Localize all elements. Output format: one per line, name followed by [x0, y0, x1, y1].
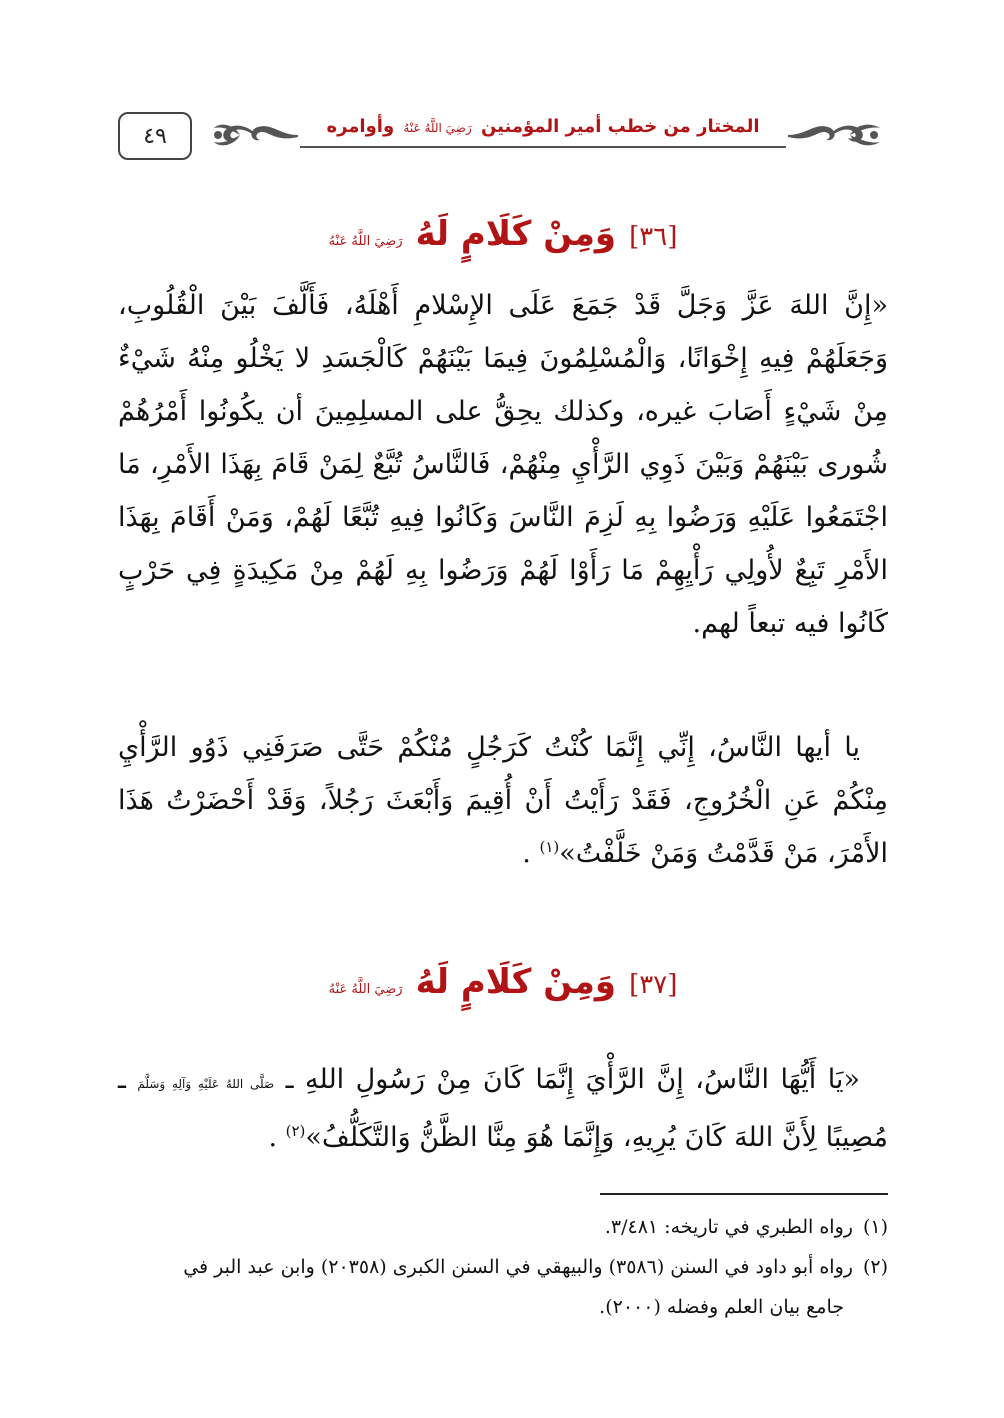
footnote-text: رواه أبو داود في السنن (٣٥٨٦) والبيهقي في السنن الكبرى (٢٠٣٥٨) وابن عبد البر في: [183, 1256, 853, 1278]
ornament-right-icon: [786, 118, 886, 152]
section-36-paragraph-2: [118, 721, 888, 880]
page-number: ٤٩: [118, 112, 192, 160]
paragraph-end: .: [268, 1122, 286, 1153]
header-divider: [300, 146, 786, 148]
footnote-number: (١): [862, 1216, 888, 1238]
running-title: [300, 116, 786, 137]
ornament-left-icon: [210, 118, 300, 152]
footnote-number: (٢): [862, 1256, 888, 1278]
paragraph-text: يا أيها النَّاسُ، إِنِّي إِنَّمَا كُنْتُ كَرَجُلٍ مُنْكُمْ حَتَّى صَرَفَنِي ذَوُو الرَّأْيِ مِنْكُمْ عَنِ الْخُرُوجِ، فَقَدْ رَأَيْتُ أَنْ أُقِيمَ وَأَبْعَثَ رَجُلاً، وَقَدْ أَحْضَرْتُ هَذَا الأَمْرَ، مَنْ قَدَّمْتُ وَمَنْ خَلَّفْتُ»: [118, 732, 888, 869]
paragraph-text: «إِنَّ اللهَ عَزَّ وَجَلَّ قَدْ جَمَعَ عَلَى الإِسْلامِ أَهْلَهُ، فَأَلَّفَ بَيْنَ الْقُلُوبِ، وَجَعَلَهُمْ فِيهِ إِخْوَانًا، وَالْمُسْلِمُونَ فِيمَا بَيْنَهُمْ كَالْجَسَدِ لا يَخْلُو مِنْهُ شَيْءٌ مِنْ شَيْءٍ أَصَابَ غيره، وكذلك يحِقُّ على المسلِمِينَ أن يكُونُوا أَمْرُهُمْ شُورى بَيْنَهُمْ وَبَيْنَ ذَوِي الرَّأْيِ مِنْهُمْ، فَالنَّاسُ تُبَّعٌ لِمَنْ قَامَ بِهَذَا الأَمْرِ، مَا اجْتَمَعُوا عَلَيْهِ وَرَضُوا بِهِ لَزِمَ النَّاسَ وَكَانُوا فِيهِ تُبَّعًا لَهُمْ، وَمَنْ أَقَامَ بِهَذَا الأَمْرِ تَبِعٌ لأُولِي رَأْيِهِمْ مَا رَأَوْا لَهُمْ وَرَضُوا بِهِ لَهُمْ مِنْ مَكِيدَةٍ فِي حَرْبٍ كَانُوا فيه تبعاً لهم.: [118, 290, 888, 639]
footnote-2: [118, 1247, 888, 1327]
section-honor: رَضِيَ اللَّهُ عَنْهُ: [328, 982, 403, 997]
section-heading-37: [118, 962, 888, 1002]
running-title-main: المختار من خطب أمير المؤمنين: [480, 116, 760, 137]
section-heading-36: [118, 214, 888, 254]
footnote-rule: [600, 1193, 888, 1195]
prophet-honor: صَلَّى اللهُ عَلَيْهِ وَآلِهِ وَسَلَّمَ: [137, 1077, 275, 1091]
section-36-paragraph-1: [118, 279, 888, 650]
paragraph-text-b: ـ مُصِيبًا لِأَنَّ اللهَ كَانَ يُرِيهِ، وَإِنَّمَا هُوَ مِنَّا الظَّنُّ وَالتَّكَلُّفُ»: [118, 1064, 888, 1153]
footnote-continuation: جامع بيان العلم وفضله (٢٠٠٠).: [599, 1296, 844, 1318]
footnotes: [118, 1207, 888, 1327]
paragraph-text-a: «يَا أَيُّهَا النَّاسُ، إِنَّ الرَّأْيَ إِنَّمَا كَانَ مِنْ رَسُولِ اللهِ ـ: [285, 1064, 860, 1095]
footnote-1: [118, 1207, 888, 1247]
running-title-suffix: وأوامره: [326, 116, 395, 137]
section-number: [٣٦]: [629, 222, 678, 252]
section-title: وَمِنْ كَلَامٍ لَهُ: [415, 214, 617, 254]
footnote-text: رواه الطبري في تاريخه: ٣/٤٨١.: [604, 1216, 853, 1238]
paragraph-end: .: [522, 838, 540, 869]
section-37-paragraph: [118, 1053, 888, 1164]
footnote-ref-1[interactable]: (١): [539, 838, 560, 856]
section-honor: رَضِيَ اللَّهُ عَنْهُ: [328, 234, 403, 249]
running-title-honor: رَضِيَ اللَّهُ عَنْهُ: [403, 121, 472, 135]
section-title: وَمِنْ كَلَامٍ لَهُ: [415, 962, 617, 1002]
section-number: [٣٧]: [629, 970, 678, 1000]
page-header: [118, 112, 888, 172]
footnote-ref-2[interactable]: (٢): [285, 1122, 306, 1140]
